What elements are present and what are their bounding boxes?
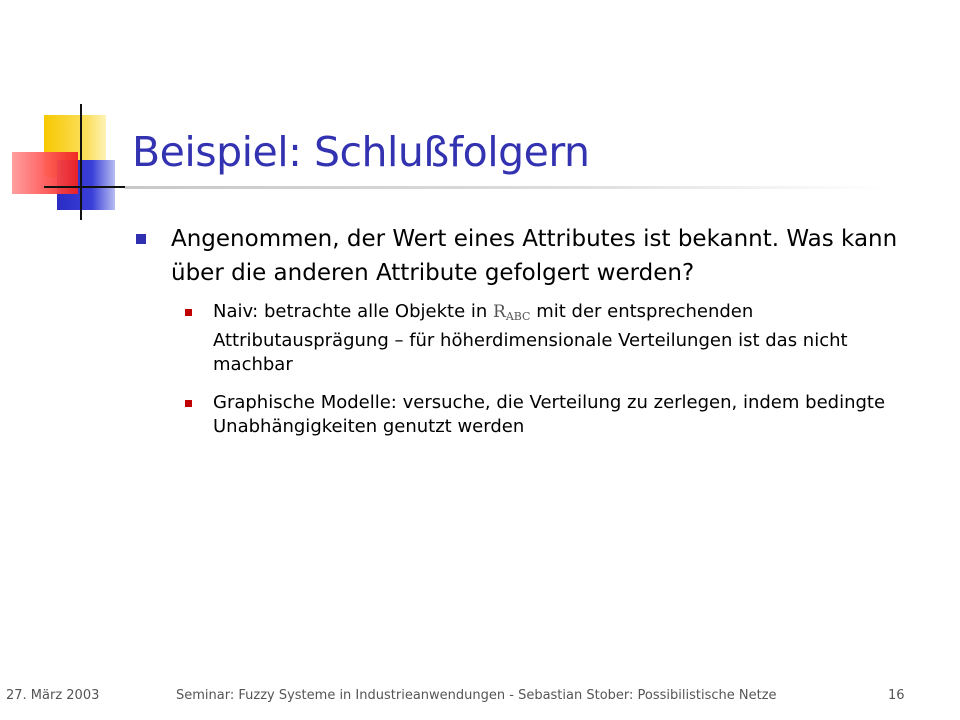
sub-bullet-text-after: mit der entsprechenden Attributausprägung – für höherdimensionale Verteilungen ist das nicht machbar xyxy=(213,301,848,375)
square-bullet-icon xyxy=(185,400,192,407)
sub-bullet-text-before: Naiv: betrachte alle Objekte in xyxy=(213,301,494,322)
slide-content xyxy=(133,222,923,453)
bullet-text: Angenommen, der Wert eines Attributes ist bekannt. Was kann über die anderen Attribute gefolgert werden? xyxy=(171,226,898,286)
slide-title: Beispiel: Schlußfolgern xyxy=(132,128,590,176)
square-bullet-icon xyxy=(136,234,146,244)
math-expression xyxy=(493,302,530,322)
sub-bullet-list xyxy=(133,300,923,439)
logo-horizontal-line xyxy=(44,186,136,188)
slide-logo xyxy=(0,0,140,220)
bullet-item xyxy=(133,222,911,290)
math-subscript: ABC xyxy=(505,310,531,323)
math-symbol: R xyxy=(493,302,506,322)
sub-bullet-item xyxy=(213,391,893,439)
title-divider xyxy=(125,186,885,189)
square-bullet-icon xyxy=(185,309,192,316)
footer-title: Seminar: Fuzzy Systeme in Industrieanwendungen - Sebastian Stober: Possibilistische Netze xyxy=(176,688,777,703)
footer-date: 27. März 2003 xyxy=(6,688,100,703)
sub-bullet-item xyxy=(213,300,893,377)
footer-page-number: 16 xyxy=(888,688,905,703)
sub-bullet-text: Graphische Modelle: versuche, die Verteilung zu zerlegen, indem bedingte Unabhängigkeiten genutzt werden xyxy=(213,392,886,437)
logo-vertical-line xyxy=(80,104,82,220)
